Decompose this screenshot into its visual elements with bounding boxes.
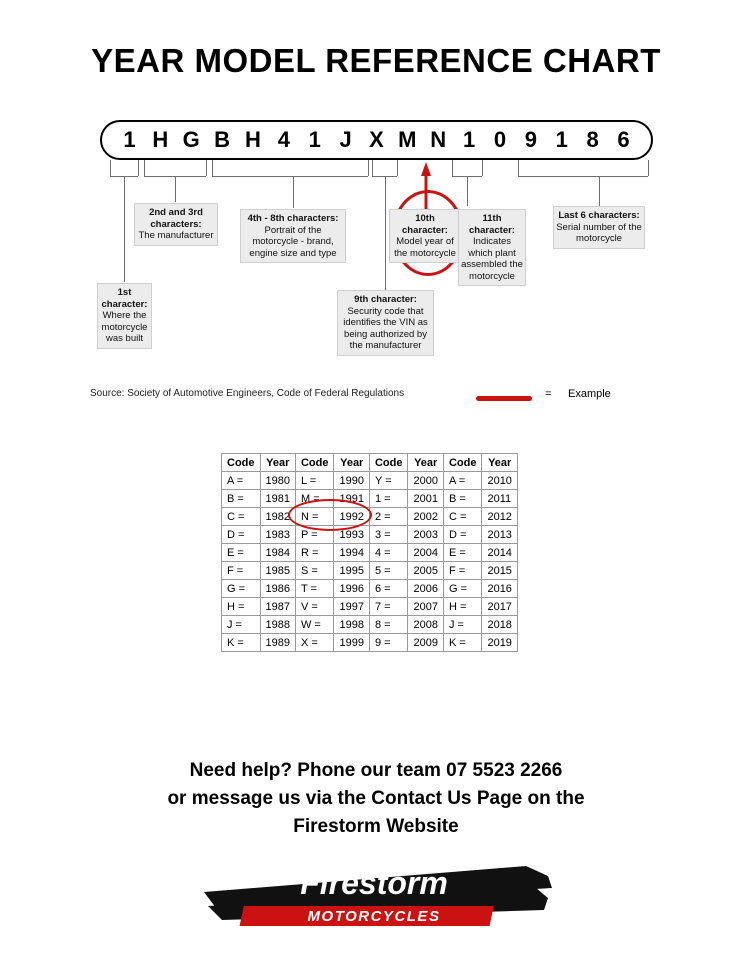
connector-line xyxy=(144,160,145,176)
table-cell: 1983 xyxy=(260,526,295,544)
table-cell: G = xyxy=(222,580,261,598)
table-cell: X = xyxy=(295,634,334,652)
connector-line xyxy=(212,160,213,176)
table-row xyxy=(222,580,518,598)
table-cell: W = xyxy=(295,616,334,634)
table-cell: 2009 xyxy=(408,634,443,652)
callout-heading: 4th - 8th characters: xyxy=(247,213,339,224)
table-cell: 1989 xyxy=(260,634,295,652)
vin-character: 1 xyxy=(123,127,136,152)
table-cell: F = xyxy=(222,562,261,580)
table-cell: 2016 xyxy=(482,580,517,598)
table-cell: 9 = xyxy=(369,634,408,652)
callout-body: Model year of the motorcycle xyxy=(394,236,456,259)
connector-line xyxy=(212,176,368,177)
callout-heading: 1st character: xyxy=(101,287,148,310)
table-cell: 2015 xyxy=(482,562,517,580)
table-cell: 1981 xyxy=(260,490,295,508)
table-cell: J = xyxy=(222,616,261,634)
connector-line xyxy=(175,176,176,202)
table-cell: S = xyxy=(295,562,334,580)
table-cell: 1980 xyxy=(260,472,295,490)
table-cell: C = xyxy=(222,508,261,526)
table-cell: 2003 xyxy=(408,526,443,544)
connector-line xyxy=(385,176,386,290)
callout-eleventh-character xyxy=(458,209,526,286)
table-cell: 2 = xyxy=(369,508,408,526)
connector-line xyxy=(467,176,468,206)
table-row xyxy=(222,490,518,508)
table-cell: 1982 xyxy=(260,508,295,526)
legend-equals-sign: = xyxy=(545,388,552,400)
table-cell: 1988 xyxy=(260,616,295,634)
table-header-cell: Year xyxy=(408,454,443,472)
table-cell: T = xyxy=(295,580,334,598)
table-cell: L = xyxy=(295,472,334,490)
help-text-block xyxy=(0,757,752,841)
table-row xyxy=(222,508,518,526)
callout-body: Security code that identifies the VIN as being authorized by the manufacturer xyxy=(343,305,428,351)
callout-first-character xyxy=(97,283,152,349)
table-header-cell: Year xyxy=(260,454,295,472)
table-cell: 2004 xyxy=(408,544,443,562)
vin-character: B xyxy=(214,127,230,152)
table-cell: 7 = xyxy=(369,598,408,616)
table-cell: P = xyxy=(295,526,334,544)
table-cell: 2012 xyxy=(482,508,517,526)
callout-heading: 10th character: xyxy=(402,213,448,236)
vin-character: H xyxy=(244,127,261,152)
callout-body: Where the motorcycle was built xyxy=(101,310,148,344)
connector-line xyxy=(599,176,600,206)
table-row xyxy=(222,544,518,562)
table-cell: 1995 xyxy=(334,562,369,580)
connector-line xyxy=(138,160,139,176)
table-cell-highlighted: M = xyxy=(295,490,334,508)
callout-fourth-eighth-characters xyxy=(240,209,346,263)
table-cell: 2011 xyxy=(482,490,517,508)
table-cell: 2008 xyxy=(408,616,443,634)
vin-character: 1 xyxy=(308,127,321,152)
table-cell: 2001 xyxy=(408,490,443,508)
table-cell: A = xyxy=(222,472,261,490)
table-cell: 1993 xyxy=(334,526,369,544)
table-cell: R = xyxy=(295,544,334,562)
vin-character: 8 xyxy=(586,127,599,152)
connector-line xyxy=(110,160,111,176)
table-cell: 4 = xyxy=(369,544,408,562)
connector-line xyxy=(482,160,483,176)
legend-example-label: Example xyxy=(568,388,611,400)
callout-ninth-character xyxy=(337,290,434,356)
table-cell: 8 = xyxy=(369,616,408,634)
table-cell: 2005 xyxy=(408,562,443,580)
table-cell: 1984 xyxy=(260,544,295,562)
table-cell: 2017 xyxy=(482,598,517,616)
connector-line xyxy=(372,160,373,176)
vin-character: 1 xyxy=(462,127,476,152)
table-cell: 3 = xyxy=(369,526,408,544)
table-header-cell: Year xyxy=(482,454,517,472)
table-cell: Y = xyxy=(369,472,408,490)
page-title: YEAR MODEL REFERENCE CHART xyxy=(91,42,661,79)
logo-subtitle-text: MOTORCYCLES xyxy=(307,908,441,925)
table-cell: A = xyxy=(443,472,482,490)
callout-second-third-characters xyxy=(134,203,218,246)
table-header-cell: Code xyxy=(369,454,408,472)
legend-example-dash xyxy=(476,396,532,401)
help-line-1: Need help? Phone our team 07 5523 2266 xyxy=(189,760,563,781)
table-cell: B = xyxy=(222,490,261,508)
table-header-cell: Code xyxy=(222,454,261,472)
table-cell: 1 = xyxy=(369,490,408,508)
table-cell: 1987 xyxy=(260,598,295,616)
table-cell: 1996 xyxy=(334,580,369,598)
connector-line xyxy=(648,160,649,176)
table-cell: K = xyxy=(443,634,482,652)
callout-last-six-characters xyxy=(553,206,645,249)
callout-body: Indicates which plant assembled the motorcycle xyxy=(461,236,523,282)
table-cell: H = xyxy=(443,598,482,616)
help-line-3: Firestorm Website xyxy=(293,816,459,837)
table-cell: V = xyxy=(295,598,334,616)
table-cell: B = xyxy=(443,490,482,508)
table-cell: 2010 xyxy=(482,472,517,490)
table-cell: E = xyxy=(443,544,482,562)
logo-brand-text: Firestorm xyxy=(300,865,448,901)
connector-line xyxy=(518,176,648,177)
callout-body: Portrait of the motorcycle - brand, engine size and type xyxy=(249,224,337,259)
table-cell: 6 = xyxy=(369,580,408,598)
table-cell: E = xyxy=(222,544,261,562)
callout-body: Serial number of the motorcycle xyxy=(556,221,642,244)
connector-line xyxy=(206,160,207,176)
table-cell: D = xyxy=(222,526,261,544)
source-note: Source: Society of Automotive Engineers, Code of Federal Regulations xyxy=(90,388,405,399)
connector-line xyxy=(124,176,125,282)
callout-body: The manufacturer xyxy=(138,230,214,241)
vin-character: J xyxy=(339,127,352,152)
connector-line xyxy=(452,160,453,176)
table-cell: 2000 xyxy=(408,472,443,490)
year-code-table xyxy=(221,453,518,652)
table-cell: 1998 xyxy=(334,616,369,634)
table-cell: 2002 xyxy=(408,508,443,526)
table-cell: 2019 xyxy=(482,634,517,652)
table-cell: 1986 xyxy=(260,580,295,598)
callout-heading: 11th character: xyxy=(469,213,515,236)
table-row xyxy=(222,526,518,544)
table-cell: 5 = xyxy=(369,562,408,580)
table-cell: C = xyxy=(443,508,482,526)
vin-number-box xyxy=(100,120,653,160)
table-cell: 2014 xyxy=(482,544,517,562)
table-cell-highlighted: 1991 xyxy=(334,490,369,508)
callout-tenth-character xyxy=(389,209,461,263)
table-header-cell: Code xyxy=(295,454,334,472)
vin-character: N xyxy=(430,127,447,152)
vin-character-highlighted: M xyxy=(398,127,417,152)
table-cell: 1990 xyxy=(334,472,369,490)
connector-line xyxy=(397,160,398,176)
table-cell: 2006 xyxy=(408,580,443,598)
table-row xyxy=(222,634,518,652)
table-cell: 2018 xyxy=(482,616,517,634)
help-line-2: or message us via the Contact Us Page on the xyxy=(167,788,585,809)
table-cell: J = xyxy=(443,616,482,634)
table-cell: 1992 xyxy=(334,508,369,526)
table-cell: 2007 xyxy=(408,598,443,616)
table-cell: G = xyxy=(443,580,482,598)
table-header-row xyxy=(222,454,518,472)
table-cell: 1997 xyxy=(334,598,369,616)
vin-character: H xyxy=(152,127,169,152)
table-header-cell: Code xyxy=(443,454,482,472)
connector-line xyxy=(518,160,519,176)
table-cell: N = xyxy=(295,508,334,526)
table-row xyxy=(222,598,518,616)
connector-line xyxy=(368,160,369,176)
table-header-cell: Year xyxy=(334,454,369,472)
callout-heading: 2nd and 3rd characters: xyxy=(149,207,203,230)
vin-character: 9 xyxy=(524,127,537,152)
table-cell: F = xyxy=(443,562,482,580)
table-cell: 1994 xyxy=(334,544,369,562)
vin-character: G xyxy=(182,127,200,152)
table-cell: K = xyxy=(222,634,261,652)
table-cell: 2013 xyxy=(482,526,517,544)
vin-character: X xyxy=(369,127,384,152)
vin-character: 1 xyxy=(555,127,568,152)
table-cell: 1985 xyxy=(260,562,295,580)
table-cell: 1999 xyxy=(334,634,369,652)
firestorm-motorcycles-logo xyxy=(196,858,556,936)
table-cell: D = xyxy=(443,526,482,544)
table-row xyxy=(222,472,518,490)
callout-heading: 9th character: xyxy=(354,294,417,305)
vin-character: 6 xyxy=(617,127,630,152)
table-cell: H = xyxy=(222,598,261,616)
vin-character: 0 xyxy=(493,127,507,152)
table-row xyxy=(222,562,518,580)
vin-character: 4 xyxy=(277,127,290,152)
callout-heading: Last 6 characters: xyxy=(558,210,640,221)
connector-line xyxy=(293,176,294,208)
table-row xyxy=(222,616,518,634)
